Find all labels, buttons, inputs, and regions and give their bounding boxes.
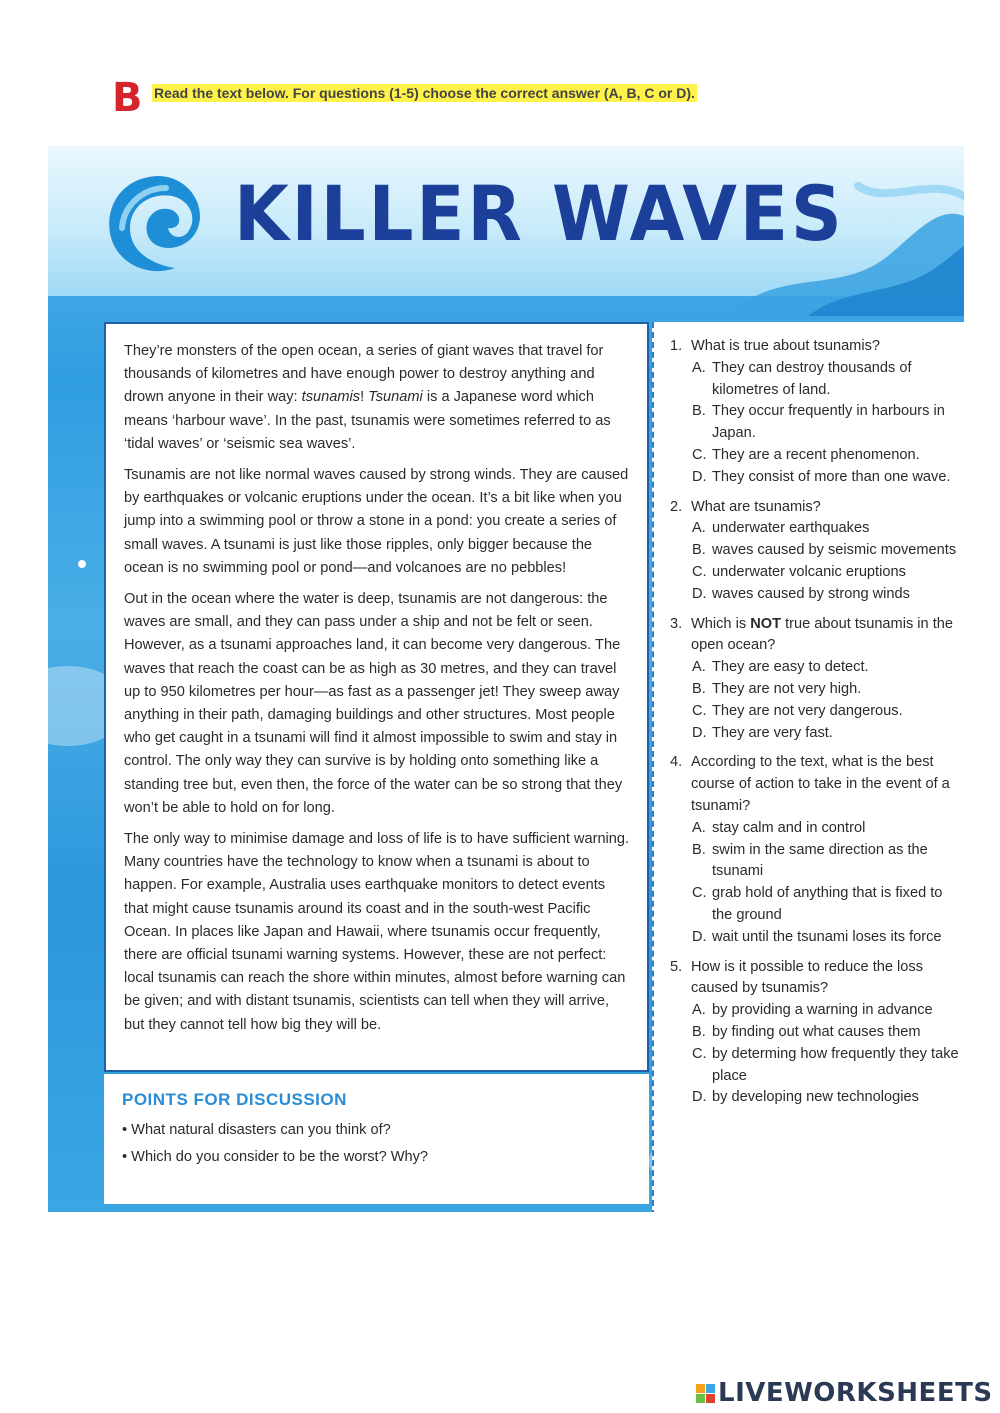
option-letter: B.: [692, 680, 706, 697]
question-3: [670, 614, 964, 745]
answer-option[interactable]: [692, 562, 964, 584]
instruction-text: Read the text below. For questions (1-5) choose the correct answer (A, B, C or D).: [154, 85, 695, 101]
option-text: They consist of more than one wave.: [712, 468, 951, 485]
option-text: wait until the tsunami loses its force: [712, 928, 942, 945]
option-text: waves caused by seismic movements: [712, 542, 957, 559]
footer-brand: LIVEWORKSHEETS: [718, 1378, 993, 1408]
option-text: by providing a warning in advance: [712, 1002, 933, 1019]
splash-decoration: [688, 146, 964, 316]
question-stem: [670, 957, 964, 1001]
option-letter: D.: [692, 1089, 707, 1106]
answer-option[interactable]: [692, 445, 964, 467]
answer-option[interactable]: [692, 358, 964, 402]
answer-option[interactable]: [692, 701, 964, 723]
article-paragraph-4: The only way to minimise damage and loss of life is to have sufficient warning. Many countries have the technology to know when a tsunami is about to happen. For example, Australia uses earthquake monitors to detect events that might cause tsunamis around its coast and in the south-west Pacific Ocean. In places like Japan and Hawaii, where tsunamis occur frequently, there are official tsunami warning systems. However, these are not perfect: local tsunamis can reach the shore within minutes, almost before warning can be given; and with distant tsunamis, scientists can tell when they will arrive, but they cannot tell how big they will be.: [124, 831, 630, 1033]
option-letter: D.: [692, 468, 707, 485]
question-stem: [670, 336, 964, 358]
article-paragraph-3: Out in the ocean where the water is deep, tsunamis are not dangerous: the waves are small, and they can pass under a ship and not be felt or seen. However, as a tsunami approaches land, it can become very dangerous. The waves that reach the coast can be as high as 30 metres, and they can travel up to 950 kilometres per hour—as fast as a passenger jet! They sweep away anything in their path, damaging buildings and other structures. Most people who get caught in a tsunami will find it almost impossible to swim and stay in control. The only way they can survive is by holding onto something like a standing tree but, even then, the force of the water can be so strong that they won’t be able to hold on for long.: [124, 591, 623, 816]
p1-tsunamis-italic: tsunamis: [301, 389, 361, 406]
answer-option[interactable]: [692, 1044, 964, 1088]
answer-option[interactable]: [692, 657, 964, 679]
option-text: stay calm and in control: [712, 819, 866, 836]
question-text: How is it possible to reduce the loss caused by tsunamis?: [691, 958, 923, 997]
question-stem: [670, 614, 964, 658]
answer-option[interactable]: [692, 679, 964, 701]
option-letter: A.: [692, 359, 706, 376]
answer-options: [692, 818, 964, 949]
option-letter: B.: [692, 841, 706, 858]
option-text: underwater earthquakes: [712, 520, 870, 537]
option-text: by finding out what causes them: [712, 1023, 921, 1040]
option-text: grab hold of anything that is fixed to the ground: [712, 885, 943, 923]
answer-option[interactable]: [692, 818, 964, 840]
option-letter: C.: [692, 1045, 707, 1062]
option-text: They are very fast.: [712, 724, 833, 741]
option-text: They are not very high.: [712, 680, 862, 697]
answer-option[interactable]: [692, 467, 964, 489]
answer-option[interactable]: [692, 401, 964, 445]
answer-option[interactable]: [692, 1000, 964, 1022]
title-banner: [48, 146, 964, 296]
question-list: [670, 336, 964, 1109]
question-number: 3.: [670, 615, 683, 632]
option-text: They are a recent phenomenon.: [712, 446, 920, 463]
decorative-dot: [78, 560, 86, 568]
question-number: 5.: [670, 958, 683, 975]
answer-option[interactable]: [692, 883, 964, 927]
option-text: by developing new technologies: [712, 1089, 919, 1106]
option-text: swim in the same direction as the tsunami: [712, 841, 928, 880]
question-2: [670, 497, 964, 606]
option-letter: A.: [692, 1002, 706, 1019]
answer-option[interactable]: [692, 584, 964, 606]
option-letter: C.: [692, 446, 707, 463]
answer-options: [692, 358, 964, 489]
question-5: [670, 957, 964, 1110]
option-text: They can destroy thousands of kilometres of land.: [712, 359, 912, 398]
option-text: underwater volcanic eruptions: [712, 563, 906, 580]
p1-part-a: They’re monsters of the open ocean, a series of giant waves that travel for thousands of kilometres and have enough power to destroy anything and drown anyone in their way:: [124, 343, 604, 406]
section-letter: B: [112, 75, 143, 121]
answer-option[interactable]: [692, 840, 964, 884]
article-paragraph-1: They’re monsters of the open ocean, a series of giant waves that travel for thousands of kilometres and have enough power to destroy anything and drown anyone in their way: tsunamis! Tsunami is a Japanese word which means ‘harbour wave’. In the past, tsunamis were sometimes referred to as ‘tidal waves’ or ‘seismic sea waves’.: [124, 343, 611, 452]
discussion-title: POINTS FOR DISCUSSION: [122, 1090, 347, 1109]
p1-tsunami-italic: Tsunami: [368, 389, 423, 406]
question-text: [691, 614, 964, 658]
answer-options: [692, 657, 964, 744]
option-letter: A.: [692, 520, 706, 537]
article-paragraph-2: Tsunamis are not like normal waves caused by strong winds. They are caused by earthquakes or volcanic eruptions under the ocean. It’s a bit like when you jump into a swimming pool or throw a stone in a pond: you create a series of small waves. A tsunami is just like those ripples, only bigger because the ocean is no swimming pool or pond—and volcanoes are no pebbles!: [124, 467, 629, 576]
question-stem: [670, 497, 964, 519]
discussion-item-2: • Which do you consider to be the worst? Why?: [122, 1149, 429, 1165]
option-text: They are easy to detect.: [712, 659, 869, 676]
option-letter: C.: [692, 563, 707, 580]
question-4: [670, 752, 964, 948]
option-letter: D.: [692, 928, 707, 945]
answer-option[interactable]: [692, 518, 964, 540]
option-letter: D.: [692, 724, 707, 741]
question-stem: [670, 752, 964, 817]
answer-option[interactable]: [692, 723, 964, 745]
discussion-item-1: • What natural disasters can you think of?: [122, 1122, 391, 1138]
discussion-box: [104, 1074, 649, 1204]
question-text-after: true about tsunamis in the open ocean?: [691, 615, 953, 654]
question-number: 1.: [670, 338, 683, 354]
question-text: What is true about tsunamis?: [691, 338, 880, 354]
questions-panel: [652, 322, 964, 1212]
answer-option[interactable]: [692, 1087, 964, 1109]
worksheet-panel: [48, 146, 964, 1212]
question-1: [670, 336, 964, 489]
option-text: waves caused by strong winds: [712, 585, 910, 602]
option-letter: A.: [692, 659, 706, 676]
answer-option[interactable]: [692, 540, 964, 562]
option-text: They are not very dangerous.: [712, 702, 903, 719]
question-text: What are tsunamis?: [691, 498, 821, 515]
option-letter: B.: [692, 403, 706, 420]
option-letter: D.: [692, 585, 707, 602]
page-title: KILLER WAVES: [234, 169, 845, 258]
option-letter: A.: [692, 819, 706, 836]
wave-swirl-icon: [100, 168, 220, 283]
footer-logo: [696, 1378, 993, 1408]
option-letter: C.: [692, 702, 707, 719]
liveworksheets-logo-icon: [696, 1384, 715, 1403]
answer-options: [692, 518, 964, 605]
option-text: They occur frequently in harbours in Japan.: [712, 403, 945, 442]
question-number: 4.: [670, 754, 683, 771]
option-letter: B.: [692, 1023, 706, 1040]
question-text: According to the text, what is the best course of action to take in the event of a tsunami?: [691, 754, 950, 814]
option-text: by determing how frequently they take place: [712, 1045, 959, 1084]
question-number: 2.: [670, 498, 683, 515]
answer-option[interactable]: [692, 1022, 964, 1044]
answer-option[interactable]: [692, 927, 964, 949]
article-text-box: [104, 322, 649, 1072]
question-text-before: Which is: [691, 615, 751, 632]
option-letter: B.: [692, 542, 706, 559]
answer-options: [692, 1000, 964, 1109]
option-letter: C.: [692, 885, 707, 902]
p1-part-b: is a Japanese word which means ‘harbour wave’. In the past, tsunamis were sometimes referred to as ‘tidal waves’ or ‘seismic sea waves’.: [124, 389, 611, 452]
question-text-bold: NOT: [750, 615, 782, 632]
